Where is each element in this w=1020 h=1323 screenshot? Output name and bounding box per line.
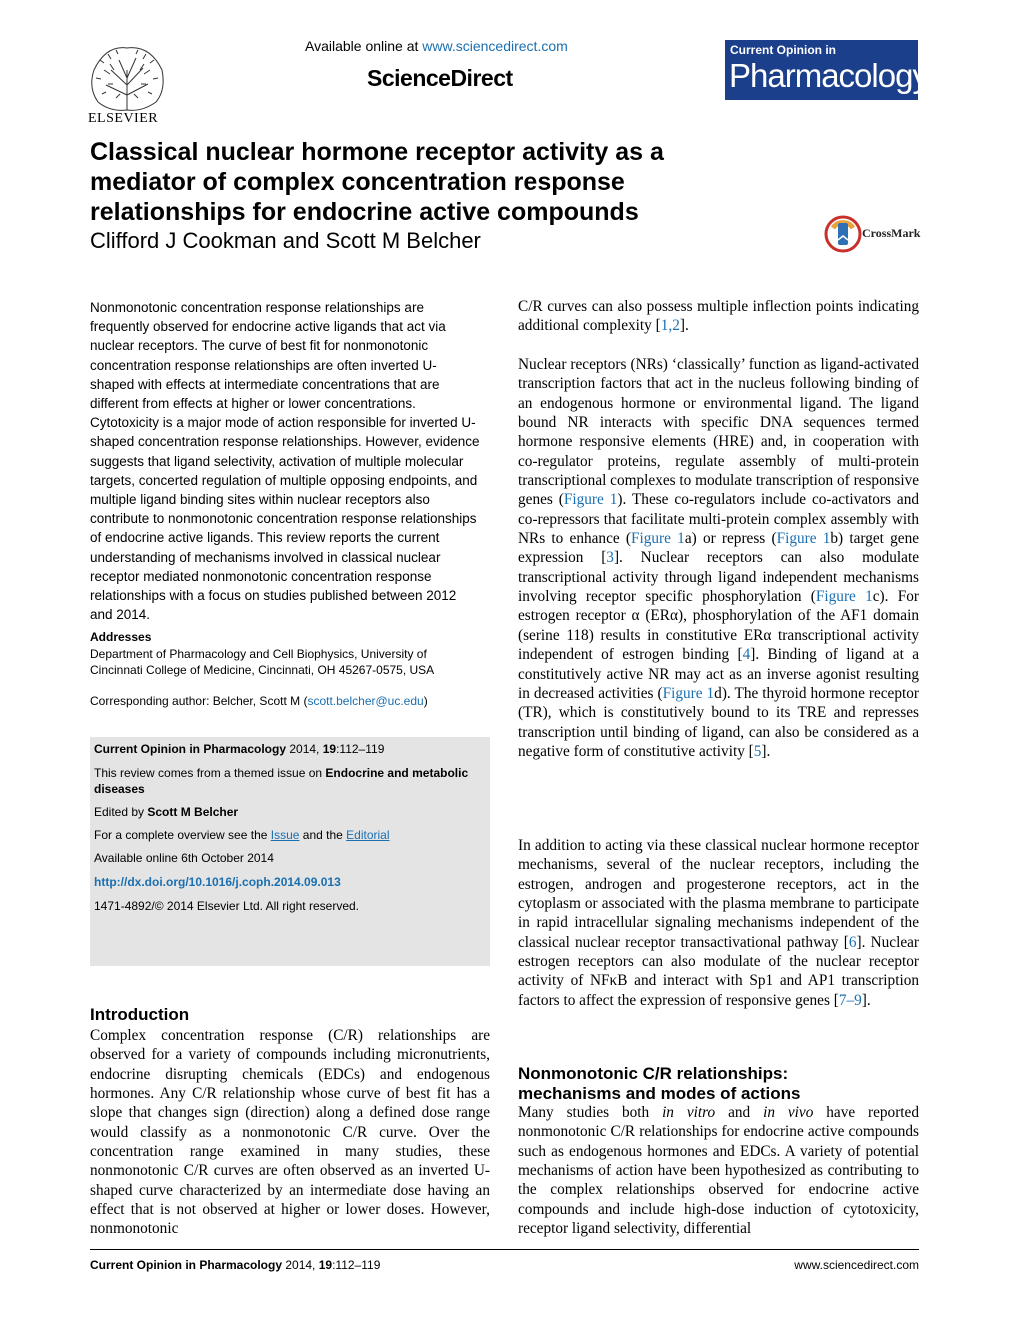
ref-1-2[interactable]: 1,2 xyxy=(660,317,680,335)
p3-seg: In addition to acting via these classical nuclear hormone receptor mechanisms, several of the nuclear receptors, including the estrogen, androgen and progesterone receptors, act in the cytoplasm or associated with the plasma membrane to participate in rapid intracellular signaling mechanisms independent of the classical nuclear receptor transactivational pathway [ xyxy=(518,837,919,951)
figure-1a-link[interactable]: Figure 1 xyxy=(631,530,685,548)
journal-logo xyxy=(725,40,928,100)
p2-seg: ]. Binding of ligand at a constitutively active NR may act as an inverse agonist resulting in decreased activities ( xyxy=(518,646,919,702)
ref-5[interactable]: 5 xyxy=(753,742,762,760)
ref-3[interactable]: 3 xyxy=(606,549,614,567)
issue-link[interactable]: Issue xyxy=(270,828,300,842)
info-citation xyxy=(94,742,484,758)
crossmark-icon xyxy=(823,214,863,254)
section-heading-nonmonotonic xyxy=(518,1064,800,1103)
ref-4[interactable]: 4 xyxy=(742,646,751,664)
p1-end: ]. xyxy=(679,317,689,335)
info-year: 2014, xyxy=(286,742,323,756)
figure-1d-link[interactable]: Figure 1 xyxy=(662,684,715,702)
p3-seg: ]. Nuclear estrogen receptors can also modulate of the nuclear receptor activity of NFκB and interact with Sp1 and AP1 transcription factors to affect the expression of responsive genes [ xyxy=(518,933,919,1009)
corresponding-prefix: Corresponding author: Belcher, Scott M ( xyxy=(90,694,308,708)
corresponding-author xyxy=(90,694,428,708)
footer-pages: :112–119 xyxy=(332,1258,381,1272)
ref-7-9[interactable]: 7–9 xyxy=(838,991,862,1009)
p4-in-vivo: in vivo xyxy=(763,1104,814,1121)
editorial-link[interactable]: Editorial xyxy=(346,828,390,842)
p2-seg: Nuclear receptors (NRs) ‘classically’ function as ligand-activated transcription factors that act in the nucleus following binding of an endogenous hormone or environmental ligand. The ligand bound NR interacts with specific DNA sequences termed hormone responsive elements (HRE) and, in cooperation with co-regulator proteins, regulate assembly of multi-protein transcriptional complexes to modulate transcription of responsive genes ( xyxy=(518,356,920,509)
p2-seg: d). The thyroid hormone receptor (TR), which is constitutively bound to its TRE and represses transcription until binding of ligand, can also be considered as a negative form of constitutive activity [ xyxy=(518,684,919,760)
info-overview-prefix: For a complete overview see the xyxy=(94,828,271,842)
doi-link[interactable]: http://dx.doi.org/10.1016/j.coph.2014.09.013 xyxy=(94,875,341,889)
info-available: Available online 6th October 2014 xyxy=(94,851,274,865)
footer-journal: Current Opinion in Pharmacology xyxy=(90,1258,283,1272)
right-paragraph-3 xyxy=(518,836,919,1010)
footer-url[interactable]: www.sciencedirect.com xyxy=(794,1258,919,1272)
abstract: Nonmonotonic concentration response relationships are frequently observed for endocrine active ligands that act via nuclear receptors. The curve of best fit for nonmonotonic concentration response relationships are often inverted U-shaped with effects at intermediate concentrations that are different from effects at higher or lower concentrations. Cytotoxicity is a major mode of action responsible for inverted U-shaped concentration response relationships. However, evidence suggests that ligand selectivity, activation of multiple molecular targets, concerted regulation of multiple opposing endpoints, and multiple ligand binding sites within nuclear receptors also contribute to nonmonotonic concentration response relationships of endocrine active ligands. This review reports the current understanding of mechanisms involved in classical nuclear receptor mediated nonmonotonic concentration response relationships with a focus on studies published between 2012 and 2014. xyxy=(90,300,480,623)
corresponding-email-link[interactable]: scott.belcher@uc.edu xyxy=(307,694,424,708)
right-paragraph-1 xyxy=(518,297,919,336)
info-copyright: 1471-4892/© 2014 Elsevier Ltd. All right reserved. xyxy=(94,899,359,913)
p4-seg: and xyxy=(715,1104,764,1121)
elsevier-logo xyxy=(86,40,168,128)
available-online-line xyxy=(305,38,568,54)
info-volume: 19 xyxy=(322,742,337,756)
corresponding-suffix: ) xyxy=(423,694,428,708)
section-heading-line2: mechanisms and modes of actions xyxy=(518,1083,801,1103)
ref-6[interactable]: 6 xyxy=(848,933,857,951)
info-pages: :112–119 xyxy=(336,742,385,756)
info-overview xyxy=(94,828,484,844)
figure-1c-link[interactable]: Figure 1 xyxy=(815,588,873,606)
available-prefix: Available online at xyxy=(305,38,423,54)
introduction-paragraph: Complex concentration response (C/R) relationships are observed for a variety of compounds including micronutrients, endocrine disrupting chemicals (EDCs) and endogenous hormones. Any C/R relationship whose curve of best fit has a slope that changes sign (direction) along a defined dose range would classify as a nonmonotonic C/R curve. Over the concentration range examined in many studies, these nonmonotonic C/R curves are often observed as an inverted U-shaped curve characterized by an intermediate dose having an effect that is not observed at higher or lower doses. However, nonmonotonic xyxy=(90,1027,490,1238)
p4-seg: Many studies both xyxy=(518,1104,663,1121)
figure-1-link[interactable]: Figure 1 xyxy=(563,491,618,509)
info-theme-name: Endocrine and metabolic diseases xyxy=(94,766,469,796)
right-paragraph-4 xyxy=(518,1103,919,1238)
info-doi-row xyxy=(94,875,484,891)
p2-seg: ). These co-regulators include co-activators and co-repressors that facilitate multi-protein complex assembly with NRs to enhance ( xyxy=(518,491,919,548)
journal-logo-line2: Pharmacology xyxy=(729,57,928,94)
p2-seg: ]. xyxy=(761,742,771,760)
p4-seg: have reported nonmonotonic C/R relationships for endocrine active compounds such as endogenous hormones and EDCs. A variety of potential mechanisms of action have been hypothesized as contributing to the complex relationships observed for endocrine active compounds and include high-dose induction of cytotoxicity, receptor ligand selectivity, differential xyxy=(518,1104,919,1238)
footer-citation xyxy=(90,1258,380,1272)
info-editor: Scott M Belcher xyxy=(147,805,239,819)
crossmark-label: CrossMark xyxy=(862,226,921,240)
introduction-heading: Introduction xyxy=(90,1005,190,1024)
article-info-box xyxy=(90,737,490,966)
sciencedirect-wordmark: ScienceDirect xyxy=(367,65,513,91)
addresses-heading: Addresses xyxy=(90,630,152,644)
journal-logo-line1: Current Opinion in xyxy=(730,43,836,57)
right-paragraph-2 xyxy=(518,355,919,761)
info-theme xyxy=(94,766,484,797)
info-journal: Current Opinion in Pharmacology xyxy=(94,742,287,756)
p2-seg: b) target gene expression [ xyxy=(518,530,920,567)
publisher-name: ELSEVIER xyxy=(88,111,159,126)
article-title: Classical nuclear hormone receptor activity as a mediator of complex concentration response relationships for endocrine active compounds xyxy=(90,138,664,226)
footer-year: 2014, xyxy=(282,1258,319,1272)
p2-seg: ]. Nuclear receptors can also modulate transcriptional activity through ligand independent mechanisms involving receptor specific phosphorylation ( xyxy=(518,549,919,606)
p3-seg: ]. xyxy=(861,991,871,1009)
info-edited xyxy=(94,805,484,821)
addresses-text: Department of Pharmacology and Cell Biophysics, University of Cincinnati College of Medicine, Cincinnati, OH 45267-0575, USA xyxy=(90,647,435,677)
info-edited-prefix: Edited by xyxy=(94,805,148,819)
section-heading-line1: Nonmonotonic C/R relationships: xyxy=(518,1064,789,1083)
info-overview-mid: and the xyxy=(299,828,347,842)
figure-1b-link[interactable]: Figure 1 xyxy=(776,530,831,548)
footer-volume: 19 xyxy=(318,1258,333,1272)
p2-seg: a) or repress ( xyxy=(684,530,777,548)
p1-text: C/R curves can also possess multiple inflection points indicating additional complexity [ xyxy=(518,298,919,335)
info-theme-prefix: This review comes from a themed issue on xyxy=(94,766,326,780)
p2-seg: c). For estrogen receptor α (ERα), phosphorylation of the AF1 domain (serine 118) results in constitutive ERα transcriptional activity independent of estrogen binding [ xyxy=(518,588,919,664)
sciencedirect-link[interactable]: www.sciencedirect.com xyxy=(422,38,568,54)
p4-in-vitro: in vitro xyxy=(662,1104,716,1121)
article-authors: Clifford J Cookman and Scott M Belcher xyxy=(90,228,481,253)
footer-divider xyxy=(90,1249,919,1250)
